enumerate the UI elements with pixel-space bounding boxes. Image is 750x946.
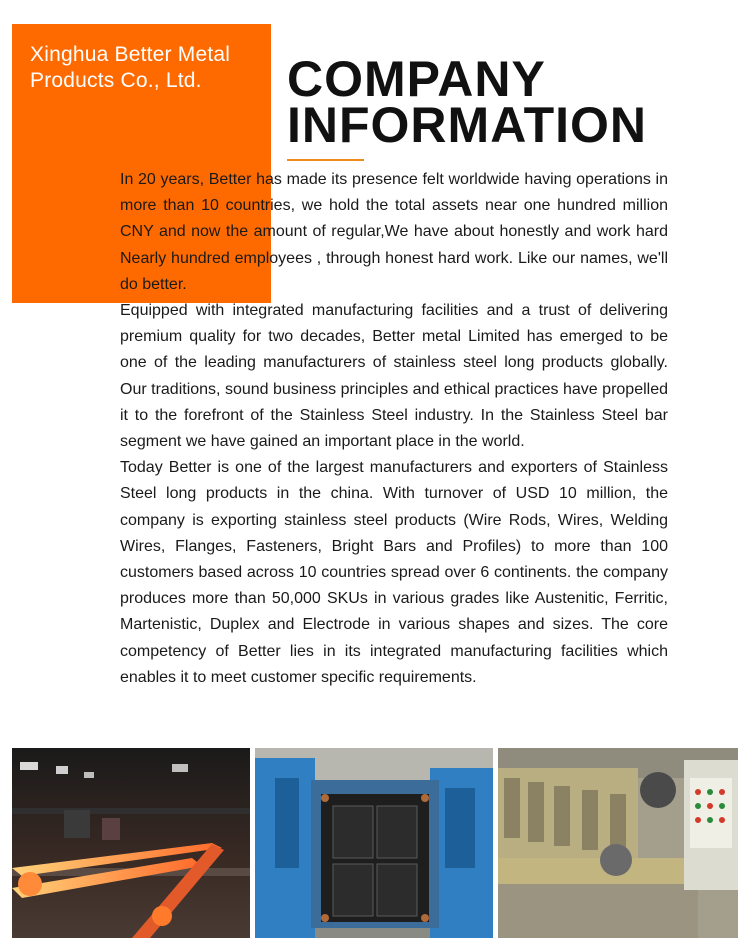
paragraph-intro: In 20 years, Better has made its presence felt worldwide having operations in more than 10 countries, we hold the total assets near one hundred million CNY and now the amount of regular,We have about honestly and work hard Nearly hundred employees , through honest hard work. Like our names, we'll do better. [120, 171, 668, 293]
paragraph-facilities: Equipped with integrated manufacturing facilities and a trust of delivering premium quality for two decades, Better metal Limited has emerged to be one of the leading manufacturers of stainless steel long products globally. Our traditions, sound business principles and ethical practices have propelled it to the forefront of the Stainless Steel industry. In the Stainless Steel bar segment we have gained an important place in the world. [120, 302, 668, 451]
title-underline [287, 159, 364, 161]
company-name-line2: Products Co., Ltd. [30, 69, 202, 92]
page-title [287, 51, 648, 153]
page-title-line2: INFORMATION [287, 97, 648, 153]
company-description [120, 167, 668, 691]
page-title-line1: COMPANY [287, 51, 546, 107]
photo-hot-rolling-mill [12, 748, 250, 938]
company-name [30, 42, 270, 94]
photo-polishing-line [498, 748, 738, 938]
company-name-line1: Xinghua Better Metal [30, 43, 231, 66]
photo-blasting-machine [255, 748, 493, 938]
paragraph-exports: Today Better is one of the largest manufacturers and exporters of Stainless Steel long products in the china. With turnover of USD 10 million, the company is exporting stainless steel products (Wire Rods, Wires, Welding Wires, Flanges, Fasteners, Bright Bars and Profiles) to more than 100 customers based across 10 countries spread over 6 continents. the company produces more than 50,000 SKUs in various grades like Austenitic, Ferritic, Martenistic, Duplex and Electrode in various shapes and sizes. The core competency of Better lies in its integrated manufacturing facilities which enables it to meet customer specific requirements. [120, 459, 668, 686]
